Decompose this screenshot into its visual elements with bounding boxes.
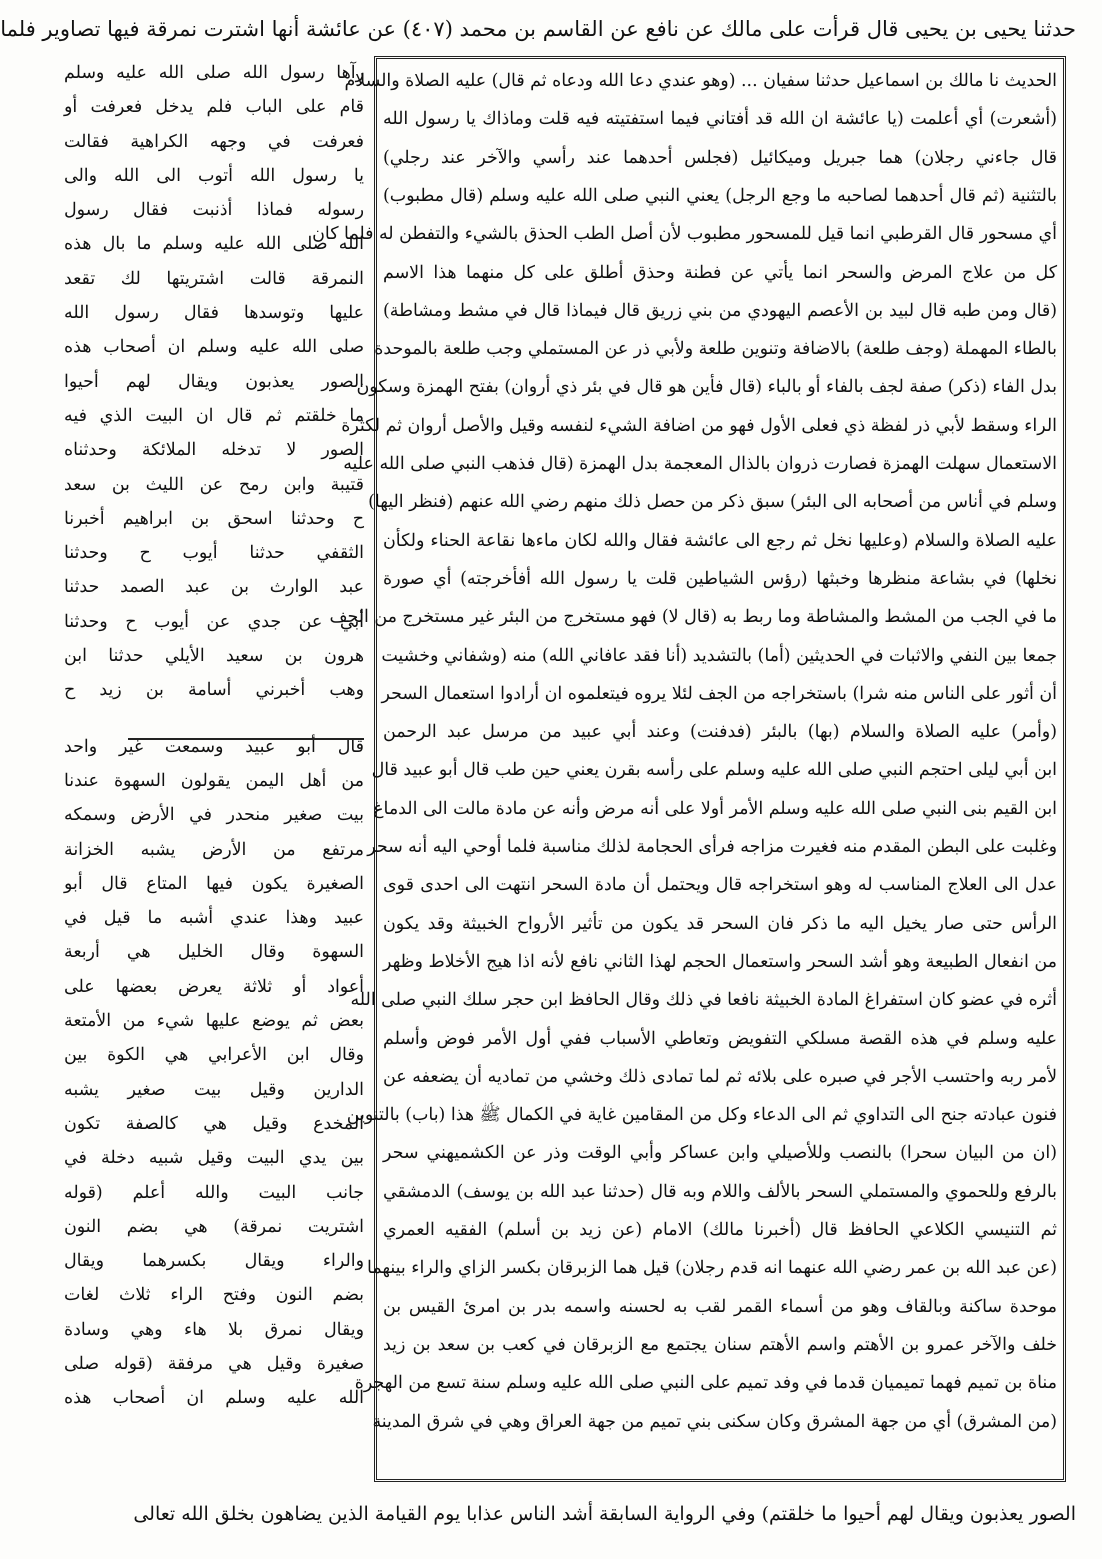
side-text-line: النمرقة قالت اشتريتها لك تقعد (64, 268, 364, 289)
side-column (64, 56, 364, 1462)
commentary-line: خلف والآخر عمرو بن الأهتم واسم الأهتم سنان يجتمع مع الزبرقان في كعب بن سعد بن زيد (383, 1334, 1057, 1355)
commentary-line: من انفعال الطبيعة وهو أشد السحر واستعمال الحجم لهذا الثاني نافع لأنه اذا هيج الأخلاط وظهر (383, 951, 1057, 972)
commentary-frame (312, 56, 1066, 1482)
commentary-line: فنون عبادته جنح الى التداوي ثم الى الدعاء وكل من المقامين غاية في الكمال ﷺ هذا (باب) بالتنوين (346, 1105, 1057, 1126)
commentary-line: ابن أبي ليلى احتجم النبي صلى الله عليه وسلم على رأسه بقرن يعني حين طب قال أبو عبيد قال (371, 760, 1057, 781)
commentary-line: بدل الفاء (ذكر) صفة لجف بالفاء أو بالباء (قال فأين هو قال في بئر ذي أروان) بفتح الهمزة وسكون (356, 377, 1057, 398)
commentary-line: عليه الصلاة والسلام (وعليها نخل ثم رجع الى عائشة فقال والله لكان ماءها نقاعة الحناء ولكأن (383, 530, 1057, 551)
commentary-line: أي مسحور قال القرطبي انما قيل للمسحور مطبوب لأن أصل الطب الحذق بالشيء والتفطن له فلما كان (312, 224, 1057, 245)
side-text-line: الله صلى الله عليه وسلم ما بال هذه (64, 234, 364, 255)
side-text-line: الله عليه وسلم ان أصحاب هذه (64, 1388, 364, 1409)
commentary-line: (قال ومن طبه قال لبيد بن الأعصم اليهودي من بني زريق قال فيماذا قال في مشط ومشاطة) (383, 300, 1057, 321)
commentary-line: وغلبت على البطن المقدم منه فغيرت مزاجه فرأى الحجامة لذلك مناسبة فلما أوحي اليه أنه سحر (367, 837, 1057, 857)
commentary-line: الراء وسقط لأبي ذر لفظة ذي فعلى الأول فهو من اضافة الشيء لنفسه وقيل والأصل أروان ثم لكثرة (341, 415, 1057, 436)
commentary-line: بالطاء المهملة (وجف طلعة) بالاضافة وتنوين طلعة ولأبي ذر عن المستملي وجب طلعة بالموحدة (374, 339, 1057, 360)
commentary-line: بالرفع وللحموي والمستملي السحر بالألف واللام وبه قال (حدثنا عبد الله بن يوسف) الدمشقي (383, 1181, 1057, 1202)
side-text-line: الصغيرة يكون فيها المتاع قال أبو (64, 873, 364, 894)
side-text-line: فعرفت في وجهه الكراهية فقالت (64, 131, 364, 152)
commentary-line: (عن عبد الله بن عمر رضي الله عنهما انه قدم رجلان) قيل هما الزبرقان بكسر الزاي والراء بينهما (367, 1258, 1057, 1279)
side-text-line: الثقفي حدثنا أيوب ح وحدثنا (64, 543, 364, 564)
side-text-line: والراء ويقال بكسرهما ويقال (64, 1251, 364, 1272)
commentary-line: وسلم في أناس من أصحابه الى البئر) سبق ذكر من حصل ذلك منهم رضي الله عنهم (فنظر اليها) (368, 492, 1057, 513)
side-text-line: عليها وتوسدها فقال رسول الله (64, 303, 364, 324)
side-text-line: الصور يعذبون ويقال لهم أحيوا (64, 371, 364, 392)
side-text-line: اشتريت نمرقة) هي بضم النون (64, 1216, 364, 1237)
side-text-line: من أهل اليمن يقولون السهوة عندنا (64, 770, 364, 791)
commentary-line: قال جاءني رجلان) هما جبريل وميكائيل (فجلس أحدهما عند رأسي والآخر عند رجلي) (383, 147, 1057, 168)
side-text-line: رسوله فماذا أذنبت فقال رسول (64, 200, 364, 221)
side-text-line: هرون بن سعيد الأيلي حدثنا ابن (64, 646, 364, 667)
side-text-line: وقال ابن الأعرابي هي الكوة بين (64, 1045, 364, 1066)
commentary-line: عدل الى العلاج المناسب له وهو استخراجه قال ويحتمل أن مادة السحر انتهت الى احدى قوى (383, 875, 1057, 896)
side-text-line: ويقال نمرق بلا هاء وهي وسادة (64, 1319, 364, 1340)
side-text-line: يا رسول الله أتوب الى الله والى (64, 165, 364, 186)
side-text-line: صغيرة وقيل هي مرفقة (قوله صلى (64, 1353, 364, 1374)
side-column-divider (128, 738, 364, 740)
commentary-line: (وأمر) عليه الصلاة والسلام (بها) بالبئر (فدفنت) وعند أبي عبيد من مرسل عبد الرحمن (383, 722, 1057, 743)
side-text-line: بين يدي البيت وقيل شبيه دخلة في (64, 1148, 364, 1169)
side-text-line: قال أبو عبيد وسمعت غير واحد (64, 736, 364, 757)
side-text-line: رآها رسول الله صلى الله عليه وسلم (64, 63, 364, 83)
side-text-line: ما خلقتم ثم قال ان البيت الذي فيه (64, 405, 364, 426)
side-text-line: صلى الله عليه وسلم ان أصحاب هذه (64, 337, 364, 358)
side-text-line: السهوة وقال الخليل هي أربعة (64, 942, 364, 963)
commentary-line: بالتثنية (ثم قال أحدهما لصاحبه ما وجع الرجل) يعني النبي صلى الله عليه وسلم (قال مطبوب) (383, 185, 1057, 206)
side-text-line: قتيبة وابن رمح عن الليث بن سعد (64, 474, 364, 495)
commentary-line: نخلها) في بشاعة منظرها وخبثها (رؤس الشياطين قلت يا رسول الله أفأخرجته) أي صورة (383, 568, 1057, 589)
page-footer-line: الصور يعذبون ويقال لهم أحيوا ما خلقتم) وفي الرواية السابقة أشد الناس عذابا يوم القيامة الذين يضاهون بخلق الله تعالى (133, 1503, 1076, 1525)
side-text-line: عبيد وهذا عندي أشبه ما قيل في (64, 908, 364, 929)
side-text-line: قام على الباب فلم يدخل فعرفت أو (64, 97, 364, 118)
commentary-line: الرأس حتى صار يخيل اليه ما ذكر فان السحر قد يكون من تأثير الأرواح الخبيثة وقد يكون (383, 913, 1057, 934)
side-text-line: بضم النون وفتح الراء ثلاث لغات (64, 1285, 364, 1306)
side-text-line: جانب البيت والله أعلم (قوله (64, 1182, 364, 1203)
side-text-line: بيت صغير منحدر في الأرض وسمكه (64, 805, 364, 826)
commentary-line: ابن القيم بنى النبي صلى الله عليه وسلم الأمر أولا على أنه مرض وأنه عن مادة مالت الى الدماغ (373, 798, 1057, 819)
commentary-line: ما في الجب من المشط والمشاطة وما ربط به (قال لا) فهو مستخرج من البئر غير مستخرج من الجف (329, 607, 1057, 628)
commentary-line: الاستعمال سهلت الهمزة فصارت ذروان بالذال المعجمة بدل الهمزة (قال فذهب النبي صلى الله عليه (343, 454, 1057, 474)
commentary-line: (من المشرق) أي من جهة المشرق وكان سكنى بني تميم من جهة العراق وهي في شرق المدينة (372, 1411, 1057, 1432)
commentary-line: موحدة ساكنة وبالقاف وهو من أسماء القمر لقب به لحسنه واسمه بدر بن امرئ القيس بن (383, 1296, 1057, 1317)
side-text-line: أبي عن جدي عن أيوب ح وحدثنا (64, 611, 364, 632)
side-text-line: عبد الوارث بن عبد الصمد حدثنا (64, 577, 364, 598)
commentary-line: أثره في عضو كان استفراغ المادة الخبيثة نافعا في ذلك وقال الحافظ ابن حجر سلك النبي صلى الله (350, 990, 1057, 1011)
side-text-line: ح وحدثنا اسحق بن ابراهيم أخبرنا (64, 508, 364, 529)
side-text-line: الصور لا تدخله الملائكة وحدثناه (64, 440, 364, 461)
side-text-line: وهب أخبرني أسامة بن زيد ح (64, 680, 364, 701)
side-text-line: المخدع وقيل هي كالصفة تكون (64, 1113, 364, 1134)
commentary-line: جمعا بين النفي والاثبات في الحديثين (أما) بالتشديد (أنا فقد عافاني الله) منه (وشفاني وخشيت (381, 645, 1057, 666)
commentary-line: (ان من البيان سحرا) بالنصب وللأصيلي وابن عساكر وأبي الوقت وذر عن الكشميهني سحر (383, 1143, 1057, 1164)
commentary-line: ثم التنيسي الكلاعي الحافظ قال (أخبرنا مالك) الامام (عن زيد بن أسلم) الفقيه العمري (383, 1220, 1057, 1240)
commentary-line: كل من علاج المرض والسحر انما يأتي عن فطنة وحذق أطلق على كل منهما هذا الاسم (383, 262, 1057, 283)
commentary-line: أن أثور على الناس منه شرا) باستخراجه من الجف لئلا يروه فيتعلموه ان أرادوا استعمال السحر (381, 683, 1057, 704)
commentary-line: مناة بن تميم فهما تميميان قدما في وفد تميم على النبي صلى الله عليه وسلم سنة تسع من الهجرة (354, 1373, 1057, 1394)
commentary-line: (أشعرت) أي أعلمت (يا عائشة ان الله قد أفتاني فيما استفتيته فيه قلت وماذاك يا رسول الله (383, 109, 1057, 130)
commentary-line: لأمر ربه واحتسب الأجر في صبره على بلائه ثم لما تمادى ذلك وخشي من تماديه أن يضعفه عن (383, 1066, 1057, 1087)
side-text-line: أعواد أو ثلاثة يعرض بعضها على (64, 976, 364, 997)
page-header-line: حدثنا يحيى بن يحيى قال قرأت على مالك عن نافع عن القاسم بن محمد (٤٠٧) عن عائشة أنها اشترت نمرقة فيها تصاوير فلما (0, 17, 1076, 41)
side-text-line: الدارين وقيل بيت صغير يشبه (64, 1079, 364, 1100)
commentary-line: عليه وسلم في هذه القصة مسلكي التفويض وتعاطي الأسباب ففي أول الأمر فوض وأسلم (383, 1028, 1057, 1049)
side-text-line: مرتفع من الأرض يشبه الخزانة (64, 839, 364, 860)
side-text-line: بعض ثم يوضع عليها شيء من الأمتعة (64, 1011, 364, 1032)
commentary-line: الحديث نا مالك بن اسماعيل حدثنا سفيان ... (وهو عندي دعا الله ودعاه ثم قال) عليه الصلاة والسلام (344, 71, 1057, 91)
